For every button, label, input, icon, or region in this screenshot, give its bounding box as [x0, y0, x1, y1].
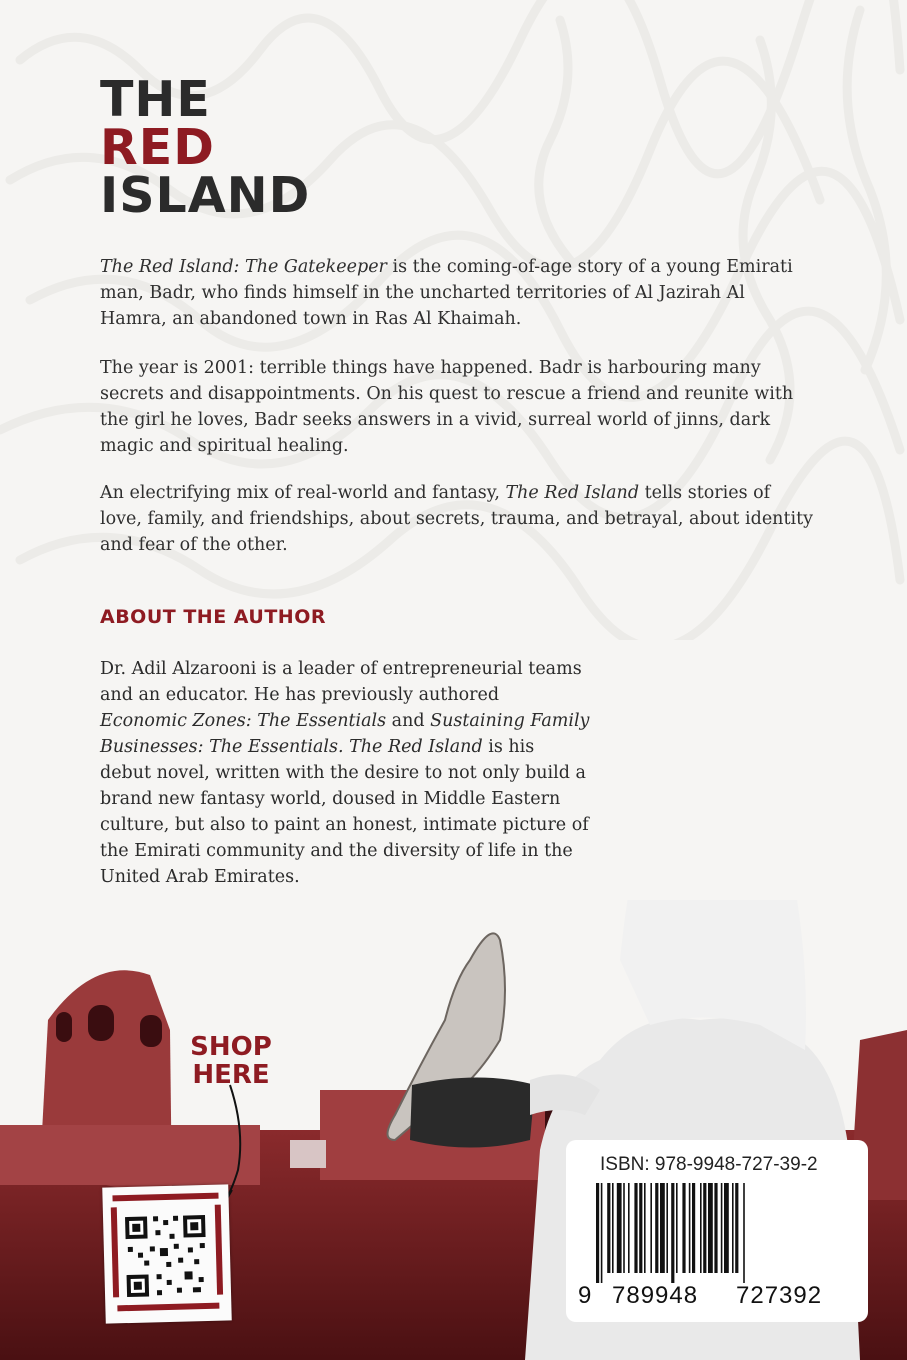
barcode-bar — [724, 1183, 729, 1273]
about-text-2: and — [386, 711, 431, 731]
barcode-bar — [612, 1183, 614, 1273]
shop-line-2: HERE — [192, 1060, 270, 1090]
barcode-bar — [708, 1183, 713, 1273]
barcode-bar — [743, 1183, 745, 1283]
barcode-bars — [596, 1183, 745, 1283]
barcode-bar — [676, 1183, 678, 1273]
qr-footer-bar — [117, 1303, 219, 1312]
barcode-bar — [607, 1183, 610, 1273]
about-text-1: Dr. Adil Alzarooni is a leader of entrepreneurial teams and an educator. He has previously authored — [100, 659, 582, 705]
barcode-bar — [655, 1183, 658, 1273]
isbn-label: ISBN: 978-9948-727-39-2 — [600, 1154, 818, 1175]
title-line-red: RED — [100, 119, 215, 176]
book-subtitle: The Red Island: The Gatekeeper — [100, 257, 387, 277]
barcode-bar — [682, 1183, 685, 1273]
barcode-bar — [732, 1183, 734, 1273]
blurb-paragraph-1 — [100, 254, 815, 332]
blurb-text-3a: An electrifying mix of real-world and fantasy, — [100, 483, 506, 503]
isbn-digit-group-1: 789948 — [612, 1282, 699, 1309]
barcode-bar — [623, 1183, 625, 1273]
barcode-bar — [628, 1183, 630, 1273]
barcode-bar — [639, 1183, 642, 1273]
barcode-bar — [671, 1183, 674, 1283]
qr-header-bar — [112, 1193, 218, 1202]
barcode-bar — [601, 1183, 603, 1283]
barcode-bar — [666, 1183, 668, 1273]
barcode-bar — [660, 1183, 665, 1273]
qr-code-icon[interactable] — [102, 1184, 232, 1323]
barcode-bar — [735, 1183, 738, 1273]
tower-window — [140, 1015, 162, 1047]
ruined-wall — [0, 1125, 260, 1185]
barcode-bar — [644, 1183, 646, 1273]
barcode-bar — [617, 1183, 622, 1273]
isbn-digit-group-2: 727392 — [736, 1282, 823, 1309]
sign — [290, 1140, 326, 1168]
barcode-bar — [689, 1183, 691, 1273]
barcode-bar — [721, 1183, 723, 1273]
barcode-bar — [650, 1183, 652, 1273]
about-author-heading: ABOUT THE AUTHOR — [100, 606, 326, 628]
shop-line-1: SHOP — [190, 1032, 272, 1062]
book-title-2: Sustaining Family Businesses: The Essentials. The Red Island — [100, 711, 590, 757]
book-title — [100, 71, 311, 224]
barcode-bar — [596, 1183, 599, 1283]
tower-window — [56, 1012, 72, 1042]
barcode-bar — [703, 1183, 706, 1273]
shop-here-label — [186, 1033, 276, 1089]
qr-side-bar — [111, 1207, 119, 1297]
falconry-glove — [410, 1078, 535, 1148]
barcode-bar — [692, 1183, 695, 1273]
tower-window — [88, 1005, 114, 1041]
barcode — [596, 1183, 844, 1283]
about-author-text — [100, 656, 590, 890]
book-title-1: Economic Zones: The Essentials — [100, 711, 387, 731]
title-line-the: THE — [100, 71, 211, 128]
qr-code-card[interactable] — [102, 1184, 232, 1323]
book-title-inline: The Red Island — [505, 483, 640, 503]
qr-side-bar — [215, 1205, 223, 1295]
about-text-3: is his debut novel, written with the desire to not only build a brand new fantasy world, doused in Middle Eastern culture, but also to paint an honest, intimate picture of the Emirati community and the diversity of life in the United Arab Emirates. — [100, 737, 589, 887]
barcode-bar — [634, 1183, 637, 1273]
barcode-bar — [714, 1183, 717, 1273]
title-line-island: ISLAND — [100, 167, 311, 224]
isbn-digit-lead: 9 — [578, 1282, 593, 1309]
blurb-text-3b: tells stories of love, family, and friendships, about secrets, trauma, and betrayal, about identity and fear of the other. — [100, 483, 813, 555]
blurb-paragraph-3 — [100, 480, 815, 558]
barcode-bar — [700, 1183, 702, 1273]
blurb-text-1: is the coming-of-age story of a young Emirati man, Badr, who finds himself in the uncharted territories of Al Jazirah Al Hamra, an abandoned town in Ras Al Khaimah. — [100, 257, 793, 329]
blurb-paragraph-2: The year is 2001: terrible things have happened. Badr is harbouring many secrets and disappointments. On his quest to rescue a friend and reunite with the girl he loves, Badr seeks answers in a vivid, surreal world of jinns, dark magic and spiritual healing. — [100, 358, 794, 456]
